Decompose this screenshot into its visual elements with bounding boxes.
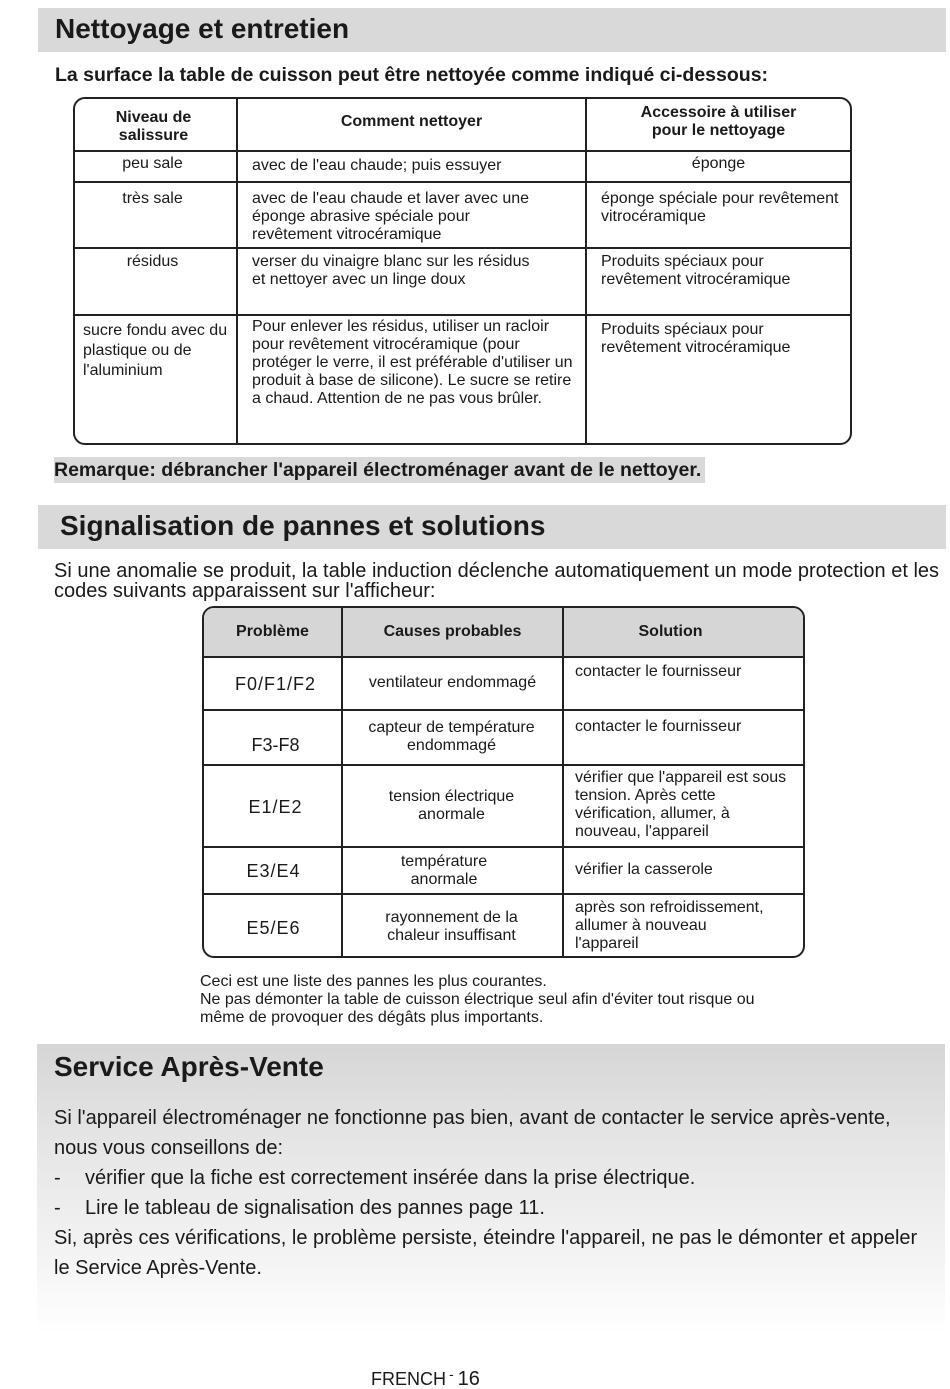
bullet-dash: - [54,1167,61,1189]
table-cell-how: Pour enlever les résidus, utiliser un racloir pour revêtement vitrocéramique (pour protéger le verre, il est préférable d'utiliser un produit à base de silicone). Le sucre se retire a chaud. Attention de ne pas vous brûler. [252,318,573,407]
row-divider [204,656,803,658]
column-divider [562,608,564,956]
row-divider [204,893,803,895]
section-title: Signalisation de pannes et solutions [60,510,546,541]
fault-cause: rayonnement de la chaleur insuffisant [385,909,518,944]
fault-solution: contacter le fournisseur [575,718,742,735]
service-text: Si, après ces vérifications, le problème persiste, éteindre l'appareil, ne pas le démonter et appeler [54,1227,918,1249]
table-cell-accessory: éponge [691,155,746,172]
fault-code: E1/E2 [248,797,303,817]
fault-code: F3-F8 [251,735,300,755]
row-divider [75,247,850,249]
fault-code: E3/E4 [246,861,301,881]
fault-cause: température anormale [400,853,488,888]
faults-note-line: Ne pas démonter la table de cuisson électrique seul afin d'éviter tout risque ou [200,991,755,1008]
fault-cause: ventilateur endommagé [368,674,537,691]
row-divider [75,314,850,316]
column-divider [341,608,343,956]
table-cell-level: très sale [122,190,183,207]
table-cell-accessory: éponge spéciale pour revêtement vitrocéramique [601,190,839,225]
section-service [37,1044,945,1334]
fault-solution: contacter le fournisseur [575,663,742,680]
header-problem: Problème [236,623,309,640]
cleaning-subtitle: La surface la table de cuisson peut être nettoyée comme indiqué ci-dessous: [55,64,769,86]
row-divider [75,181,850,183]
row-divider [204,709,803,711]
header-causes: Causes probables [383,623,522,640]
header-solution: Solution [638,623,703,640]
footer-language: FRENCH [371,1369,446,1389]
row-divider [204,764,803,766]
fault-cause: tension électrique anormale [388,788,515,823]
service-text: nous vous conseillons de: [54,1137,284,1159]
table-cell-level: sucre fondu avec du plastique ou de l'aluminium [83,322,228,379]
header-accessory: Accessoire à utiliser pour le nettoyage [640,104,797,139]
service-list-item: Lire le tableau de signalisation des pannes page 11. [85,1197,545,1219]
section-header-cleaning [38,8,946,52]
row-divider [204,846,803,848]
faults-note-line: Ceci est une liste des pannes les plus courantes. [200,973,547,990]
fault-code: E5/E6 [246,918,301,938]
fault-solution: vérifier la casserole [575,861,713,878]
service-text: le Service Après-Vente. [54,1257,262,1279]
table-cell-level: peu sale [122,155,183,172]
footer-separator: - [449,1366,454,1382]
row-divider [75,150,850,152]
table-cell-how: verser du vinaigre blanc sur les résidus et nettoyer avec un linge doux [252,253,530,288]
faults-intro: Si une anomalie se produit, la table induction déclenche automatiquement un mode protection et les codes suivants apparaissent sur l'afficheur: [54,560,940,602]
fault-cause: capteur de température endommagé [368,719,535,754]
fault-solution: après son refroidissement, allumer à nouveau l'appareil [575,899,764,952]
page-number: 16 [457,1368,480,1389]
service-list-item: vérifier que la fiche est correctement insérée dans la prise électrique. [85,1167,696,1189]
table-cell-accessory: Produits spéciaux pour revêtement vitrocéramique [601,253,791,288]
fault-code: F0/F1/F2 [234,674,317,694]
bullet-dash: - [54,1197,61,1219]
header-level: Niveau de salissure [115,109,192,144]
section-title: Nettoyage et entretien [55,13,350,44]
faults-table [202,606,805,958]
page-footer [371,1368,480,1389]
faults-note [200,973,755,1027]
service-text: Si l'appareil électroménager ne fonctionne pas bien, avant de contacter le service après-vente, [54,1107,891,1129]
fault-solution: vérifier que l'appareil est sous tension. Après cette vérification, allumer, à nouveau, l'appareil [575,769,787,840]
section-header-faults [38,505,946,549]
section-title: Service Après-Vente [54,1051,324,1082]
table-cell-how: avec de l'eau chaude et laver avec une éponge abrasive spéciale pour revêtement vitrocéramique [252,190,530,243]
table-cell-how: avec de l'eau chaude; puis essuyer [252,157,502,174]
table-cell-accessory: Produits spéciaux pour revêtement vitrocéramique [601,321,791,356]
header-how: Comment nettoyer [340,113,483,130]
cleaning-remark: Remarque: débrancher l'appareil électroménager avant de le nettoyer. [54,457,705,483]
faults-note-line: même de provoquer des dégâts plus importants. [200,1009,544,1026]
table-cell-level: résidus [126,253,179,270]
cleaning-table [73,97,852,445]
